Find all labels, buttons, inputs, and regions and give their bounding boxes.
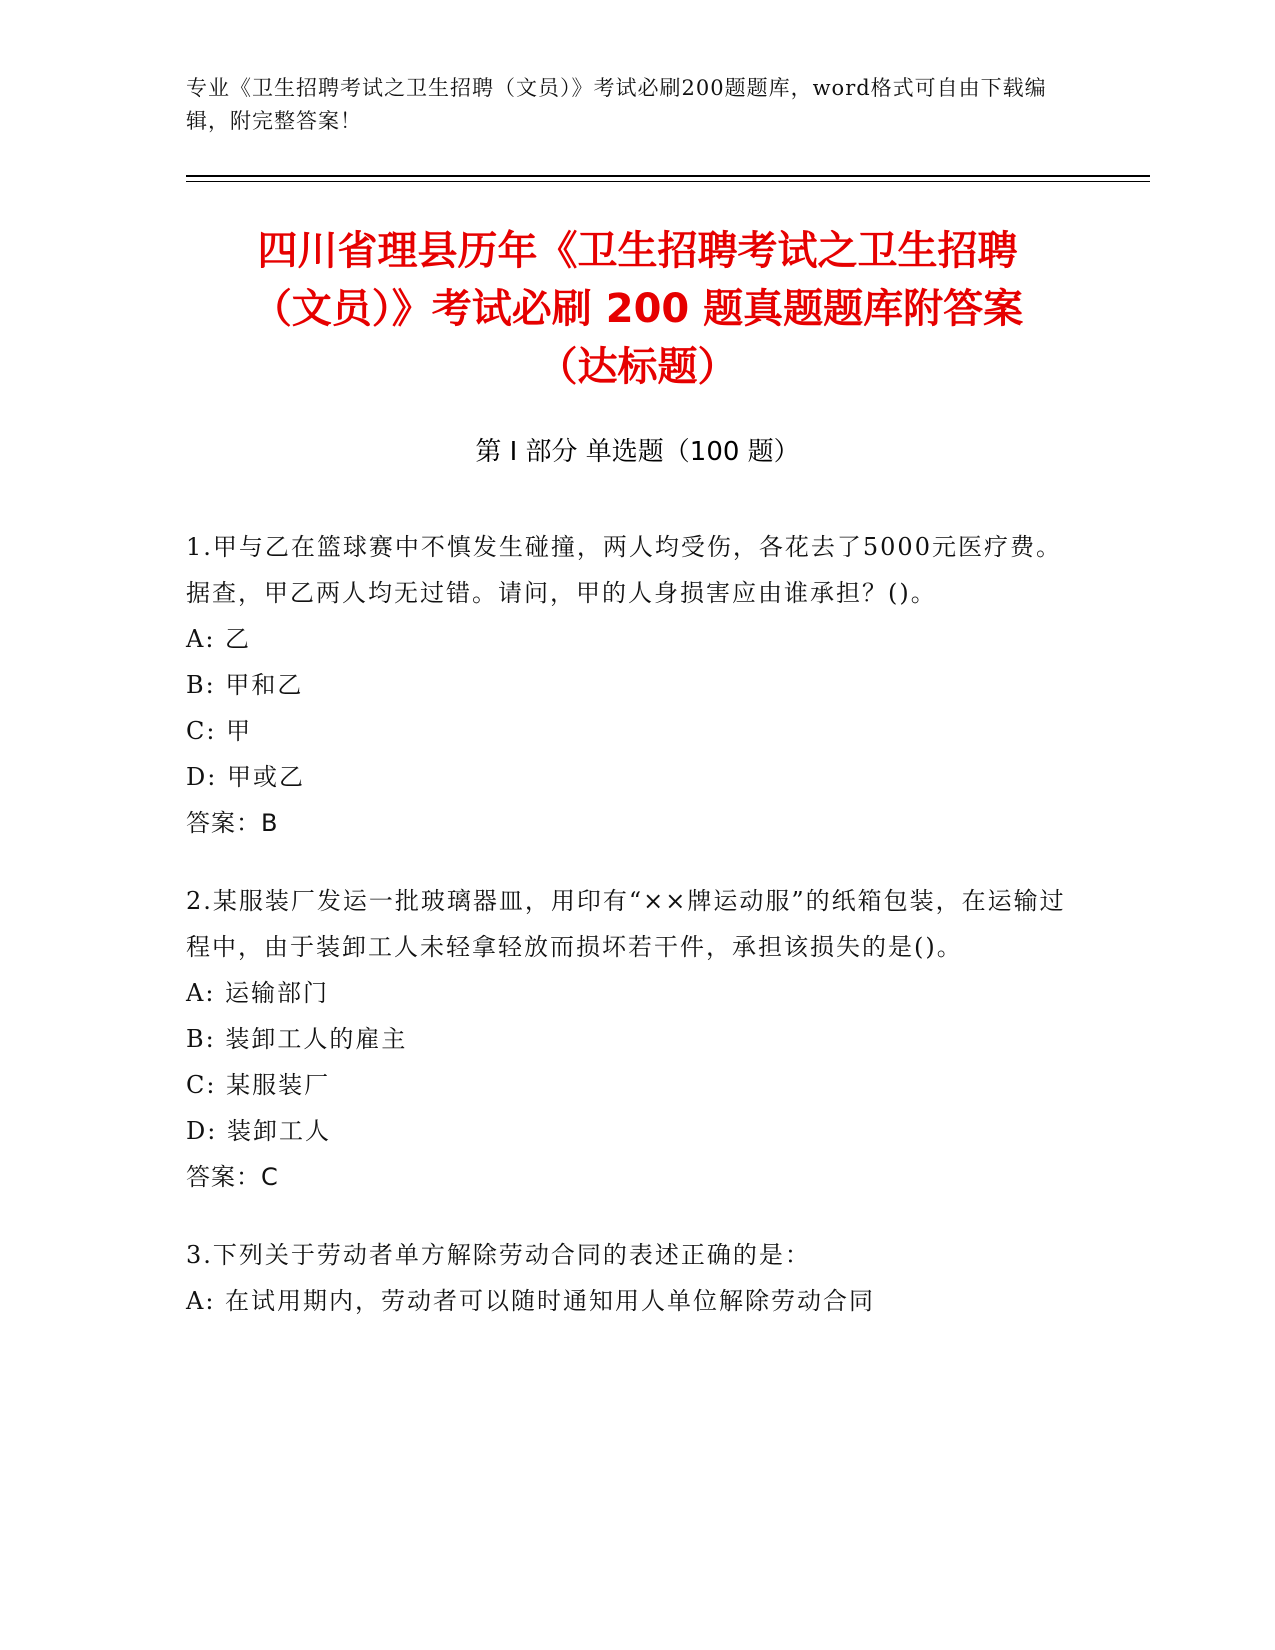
section-heading: 第 I 部分 单选题（100 题） xyxy=(475,437,800,467)
question-option: A: 乙 xyxy=(186,625,252,653)
question-item xyxy=(186,1232,1086,1324)
question-stem: 2.某服装厂发运一批玻璃器皿，用印有“××牌运动服”的纸箱包装，在运输过程中，由于装卸工人未轻拿轻放而损坏若干件，承担该损失的是()。 xyxy=(186,887,1066,961)
document-title xyxy=(160,222,1115,396)
question-option: C: 甲 xyxy=(186,717,253,745)
question-item xyxy=(186,878,1086,1200)
header-note: 专业《卫生招聘考试之卫生招聘（文员）》考试必刷200题题库，word格式可自由下载编辑，附完整答案！ xyxy=(186,76,1047,133)
question-answer: 答案：B xyxy=(186,809,279,837)
title-line: （文员）》考试必刷 200 题真题题库附答案 xyxy=(251,286,1024,332)
header-rule-thin xyxy=(186,181,1150,182)
question-list xyxy=(186,524,1086,1356)
title-line: （达标题） xyxy=(537,344,738,390)
question-item xyxy=(186,524,1086,846)
question-option: B: 甲和乙 xyxy=(186,671,304,699)
question-option: C: 某服装厂 xyxy=(186,1071,331,1099)
question-option: D: 装卸工人 xyxy=(186,1117,331,1145)
question-answer: 答案：C xyxy=(186,1163,279,1191)
question-option: D: 甲或乙 xyxy=(186,763,305,791)
header-rule-thick xyxy=(186,175,1150,177)
question-option: B: 装卸工人的雇主 xyxy=(186,1025,408,1053)
question-stem: 3.下列关于劳动者单方解除劳动合同的表述正确的是： xyxy=(186,1241,811,1269)
question-option: A: 运输部门 xyxy=(186,979,330,1007)
title-line: 四川省理县历年《卫生招聘考试之卫生招聘 xyxy=(257,228,1018,274)
question-stem: 1.甲与乙在篮球赛中不慎发生碰撞，两人均受伤，各花去了5000元医疗费。据查，甲乙两人均无过错。请问，甲的人身损害应由谁承担？()。 xyxy=(186,533,1062,607)
question-option: A: 在试用期内，劳动者可以随时通知用人单位解除劳动合同 xyxy=(186,1287,876,1315)
